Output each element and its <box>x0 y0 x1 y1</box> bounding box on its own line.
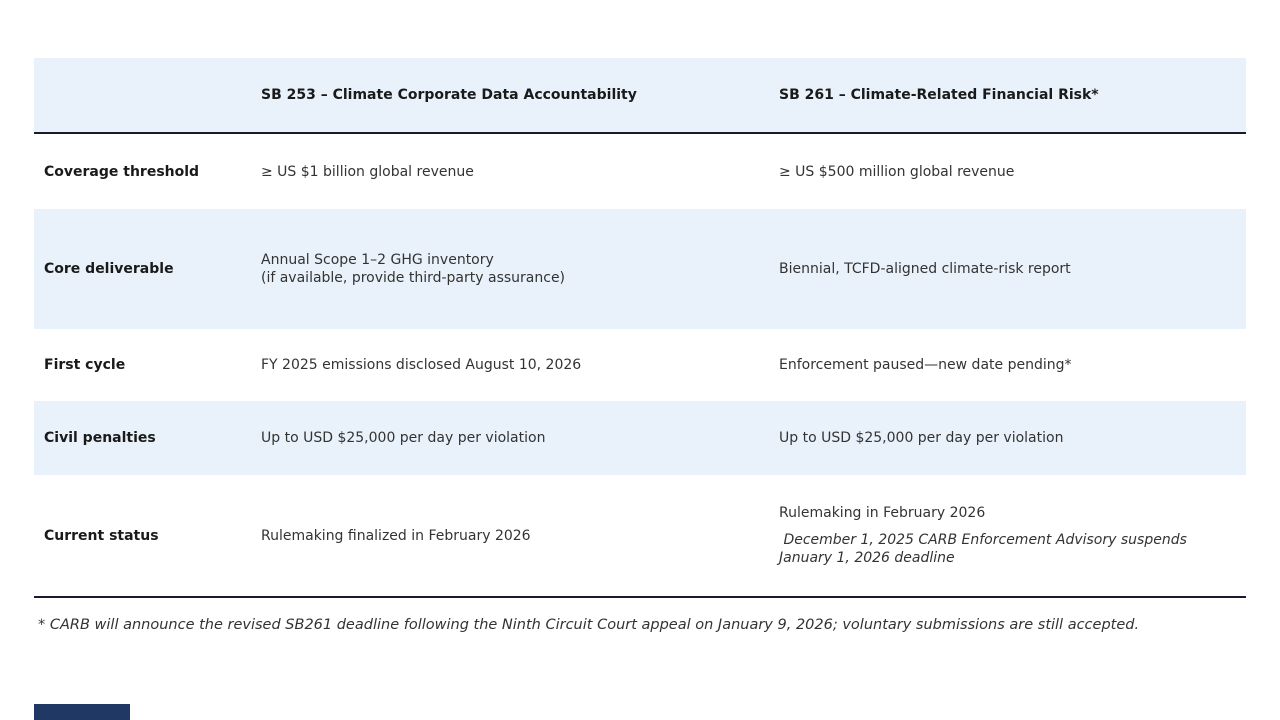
sb261-cell <box>779 475 1246 596</box>
footnote: * CARB will announce the revised SB261 deadline following the Ninth Circuit Court appeal on January 9, 2026; voluntary submissions are still accepted. <box>38 617 1140 633</box>
header-empty-cell <box>34 58 261 132</box>
accent-bar <box>34 704 130 720</box>
table-row-core-deliverable <box>34 209 1246 329</box>
cell-line: (if available, provide third-party assurance) <box>261 270 566 286</box>
cell-line: Rulemaking finalized in February 2026 <box>261 527 531 544</box>
cell-line: Enforcement paused—new date pending* <box>779 357 1072 373</box>
row-label: First cycle <box>44 357 126 373</box>
row-label: Current status <box>44 527 159 544</box>
sb261-cell <box>779 209 1246 329</box>
sb253-cell <box>261 475 779 596</box>
table-row-current-status <box>34 475 1246 598</box>
column-header-sb253: SB 253 – Climate Corporate Data Accountability <box>261 87 637 103</box>
table-row-coverage-threshold <box>34 134 1246 209</box>
cell-line: ≥ US $1 billion global revenue <box>261 163 474 180</box>
row-label: Core deliverable <box>44 261 174 277</box>
column-header-sb261: SB 261 – Climate-Related Financial Risk* <box>779 87 1099 103</box>
sb261-cell <box>779 134 1246 209</box>
advisory-note: December 1, 2025 CARB Enforcement Advisory suspends January 1, 2026 deadline <box>779 532 1192 566</box>
cell-line: Up to USD $25,000 per day per violation <box>261 430 546 446</box>
sb253-cell <box>261 329 779 401</box>
sb253-cell <box>261 134 779 209</box>
table-row-civil-penalties <box>34 401 1246 475</box>
sb253-cell <box>261 209 779 329</box>
cell-line: Biennial, TCFD-aligned climate-risk report <box>779 261 1071 277</box>
cell-line: Up to USD $25,000 per day per violation <box>779 430 1064 446</box>
sb261-cell <box>779 401 1246 475</box>
cell-line: Annual Scope 1–2 GHG inventory <box>261 252 494 268</box>
cell-line: FY 2025 emissions disclosed August 10, 2026 <box>261 357 582 373</box>
sb253-cell <box>261 401 779 475</box>
comparison-table <box>34 58 1246 598</box>
sb261-cell <box>779 329 1246 401</box>
row-label: Coverage threshold <box>44 163 200 180</box>
cell-line: ≥ US $500 million global revenue <box>779 163 1015 180</box>
table-header-row <box>34 58 1246 134</box>
cell-line: Rulemaking in February 2026 <box>779 505 986 521</box>
table-row-first-cycle <box>34 329 1246 401</box>
row-label: Civil penalties <box>44 430 156 446</box>
